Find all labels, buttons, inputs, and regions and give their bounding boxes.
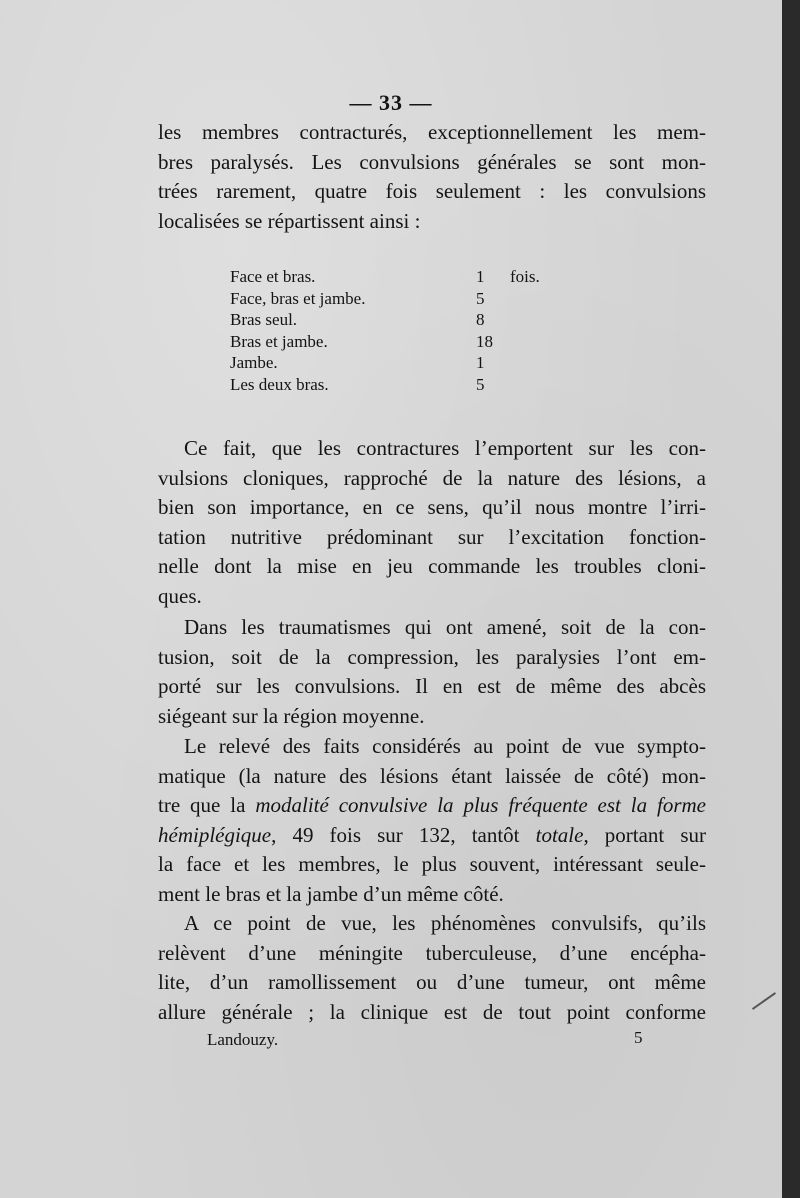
footer-signature-mark: 5 xyxy=(634,1028,643,1047)
text-line: lite, d’un ramollissement ou d’une tumeur, ont même xyxy=(158,970,706,994)
text-line: les membres contracturés, exceptionnellement les mem- xyxy=(158,120,706,144)
paragraph-3 xyxy=(158,613,706,731)
text-line: la face et les membres, le plus souvent, intéressant seule- xyxy=(158,852,706,876)
text-line: matique (la nature des lésions étant laissée de côté) mon- xyxy=(158,763,706,788)
text-line: allure générale ; la clinique est de tout point conforme xyxy=(158,999,706,1024)
paragraph-2 xyxy=(158,434,706,611)
table-cell-unit xyxy=(510,309,540,331)
table-cell-label: Les deux bras. xyxy=(230,374,329,394)
table-cell-count: 1 xyxy=(476,353,485,372)
text-line: Ce fait, que les contractures l’emportent sur les con- xyxy=(184,436,706,460)
text-span: , portant sur xyxy=(583,822,706,847)
paragraph-5 xyxy=(158,909,706,1027)
table-row xyxy=(230,309,540,331)
text-line xyxy=(158,791,706,821)
table-cell-count: 18 xyxy=(476,331,493,351)
text-span: tre que la xyxy=(158,793,256,817)
text-line: bres paralysés. Les convulsions générales se sont mon- xyxy=(158,149,706,174)
table-cell-unit xyxy=(510,331,540,353)
table-row xyxy=(230,374,540,396)
text-line: ques. xyxy=(158,583,202,608)
table-row xyxy=(230,352,540,374)
text-line: trées rarement, quatre fois seulement : les convulsions xyxy=(158,179,706,203)
paragraph-1 xyxy=(158,118,706,236)
text-line: localisées se répartissent ainsi : xyxy=(158,208,421,233)
text-line: siégeant sur la région moyenne. xyxy=(158,703,425,728)
text-line: Dans les traumatismes qui ont amené, soit de la con- xyxy=(184,615,706,639)
italic-span: totale xyxy=(535,822,584,847)
text-line: A ce point de vue, les phénomènes convulsifs, qu’ils xyxy=(184,911,706,935)
text-line: tation nutritive prédominant sur l’excitation fonction- xyxy=(158,524,706,549)
text-line: tusion, soit de la compression, les paralysies l’ont em- xyxy=(158,644,706,669)
text-span: , 49 fois sur 132, tantôt xyxy=(271,822,536,847)
text-line xyxy=(158,821,706,851)
text-line: relèvent d’une méningite tuberculeuse, d’une encépha- xyxy=(158,940,706,965)
table-row xyxy=(230,288,540,310)
table-cell-label: Face et bras. xyxy=(230,267,316,286)
text-line: ment le bras et la jambe d’un même côté. xyxy=(158,881,504,906)
table-cell-label: Jambe. xyxy=(230,353,278,372)
table-cell-count: 5 xyxy=(476,288,485,308)
table-cell-unit xyxy=(510,374,540,396)
paragraph-4 xyxy=(158,732,706,909)
margin-pen-mark xyxy=(752,992,776,1010)
table-cell-count: 5 xyxy=(476,374,485,394)
footer-author: Landouzy. xyxy=(207,1030,279,1049)
table-cell-label: Face, bras et jambe. xyxy=(230,288,366,308)
text-line: bien son importance, en ce sens, qu’il nous montre l’irri- xyxy=(158,495,706,519)
convulsions-table xyxy=(230,266,540,395)
text-line: nelle dont la mise en jeu commande les troubles cloni- xyxy=(158,554,706,578)
table-cell-unit xyxy=(510,352,540,374)
page-number: — 33 — xyxy=(349,90,433,115)
table-cell-count: 8 xyxy=(476,310,485,329)
text-line: vulsions cloniques, rapproché de la nature des lésions, a xyxy=(158,465,706,490)
table-row xyxy=(230,331,540,353)
table-cell-unit: fois. xyxy=(510,267,540,286)
italic-span: hémiplégique xyxy=(158,822,272,847)
text-line: porté sur les convulsions. Il en est de même des abcès xyxy=(158,674,706,698)
italic-span: modalité convulsive la plus fréquente est la forme xyxy=(255,793,706,817)
table-cell-label: Bras seul. xyxy=(230,310,298,329)
table-cell-count: 1 xyxy=(476,267,485,286)
table-cell-unit xyxy=(510,288,540,310)
table-row xyxy=(230,266,540,288)
text-line: Le relevé des faits considérés au point de vue sympto- xyxy=(184,734,706,758)
table-cell-label: Bras et jambe. xyxy=(230,331,328,351)
